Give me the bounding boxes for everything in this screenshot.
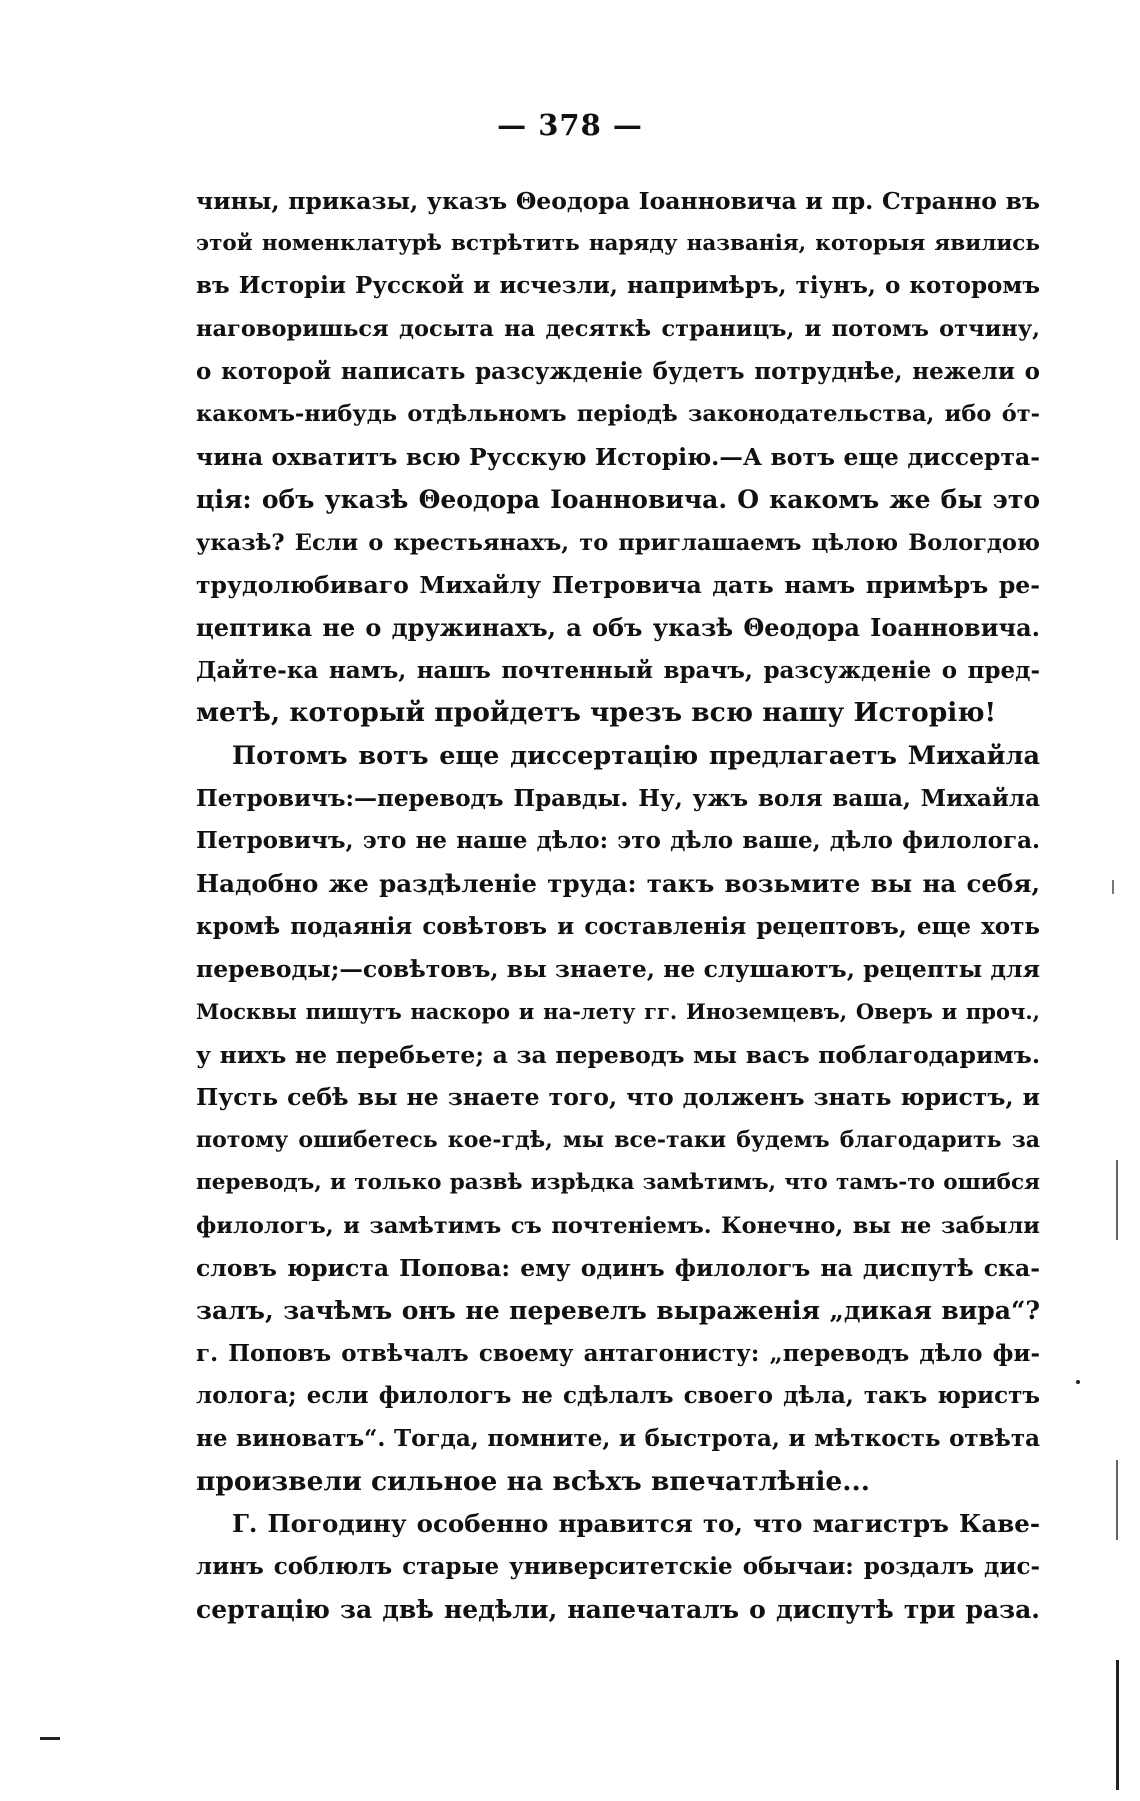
text-line: произвели сильное на всѣхъ впечатлѣніе...	[196, 1465, 870, 1497]
text-line: въ Исторіи Русской и исчезли, напримѣръ, тіунъ, о которомъ	[196, 272, 1040, 300]
text-line: чины, приказы, указъ Θеодора Іоанновича и пр. Странно въ	[196, 187, 1040, 215]
text-line: метѣ, который пройдетъ чрезъ всю нашу Исторію!	[196, 697, 997, 729]
text-line: лолога; если филологъ не сдѣлалъ своего дѣла, такъ юристъ	[196, 1382, 1040, 1410]
text-line: Потомъ вотъ еще диссертацію предлагаетъ Михайла	[232, 740, 1040, 771]
text-line: филологъ, и замѣтимъ съ почтеніемъ. Конечно, вы не забыли	[196, 1212, 1040, 1239]
text-line: потому ошибетесь кое-гдѣ, мы все-таки будемъ благодарить за	[196, 1127, 1040, 1154]
text-line: трудолюбиваго Михайлу Петровича дать намъ примѣръ ре-	[196, 571, 1040, 600]
text-line: какомъ-нибудь отдѣльномъ періодѣ законодательства, ибо óт-	[196, 401, 1040, 428]
text-line: г. Поповъ отвѣчалъ своему антагонисту: „переводъ дѣло фи-	[196, 1339, 1040, 1367]
text-line: не виноватъ“. Тогда, помните, и быстрота, и мѣткость отвѣта	[196, 1424, 1040, 1452]
scan-mark-bar	[1116, 1460, 1118, 1540]
scan-mark-bar	[1116, 1660, 1119, 1790]
text-line: переводы;—совѣтовъ, вы знаете, не слушаютъ, рецепты для	[196, 955, 1040, 984]
text-line: Г. Погодину особенно нравится то, что магистръ Кавe-	[232, 1509, 1040, 1539]
body-text	[196, 180, 1040, 1631]
text-line: словъ юриста Попова: ему одинъ филологъ на диспутѣ ска-	[196, 1254, 1040, 1283]
scan-mark-dash	[40, 1737, 60, 1740]
text-line: кромѣ подаянія совѣтовъ и составленія рецептовъ, еще хоть	[196, 912, 1040, 940]
scan-mark-tick	[1112, 880, 1114, 894]
text-line: цептика не о дружинахъ, а объ указѣ Θеодора Іоанновича.	[196, 612, 1040, 642]
text-line: наговоришься досыта на десяткѣ страницъ, и потомъ отчину,	[196, 316, 1040, 343]
text-line: чина охватитъ всю Русскую Исторію.—А вотъ еще диссерта-	[196, 443, 1040, 472]
text-line: ція: объ указѣ Θеодора Іоанновича. О какомъ же бы это	[196, 484, 1040, 514]
scan-mark-bar	[1116, 1160, 1118, 1240]
text-line: Москвы пишутъ наскоро и на-лету гг. Иноземцевъ, Оверъ и проч.,	[196, 999, 1040, 1025]
text-line: Петровичъ, это не наше дѣло: это дѣло ваше, дѣло филолога.	[196, 827, 1040, 855]
text-line: Петровичъ:—переводъ Правды. Ну, ужъ воля ваша, Михайла	[196, 784, 1040, 812]
text-line: залъ, зачѣмъ онъ не перевелъ выраженія „дикая вира“?	[196, 1295, 1040, 1325]
text-line: у нихъ не перебьете; а за переводъ мы васъ поблагодаримъ.	[196, 1040, 1040, 1069]
text-line: переводъ, и только развѣ изрѣдка замѣтимъ, что тамъ-то ошибся	[196, 1169, 1040, 1195]
text-line: Пусть себѣ вы не знаете того, что долженъ знать юристъ, и	[196, 1083, 1040, 1112]
text-line: о которой написать разсужденіе будетъ потруднѣе, нежели о	[196, 357, 1040, 385]
scan-mark-dot	[1076, 1380, 1080, 1384]
text-line: этой номенклатурѣ встрѣтить наряду названія, которыя явились	[196, 230, 1040, 256]
text-line: линъ соблюлъ старые университетскіе обычаи: роздалъ дис-	[196, 1553, 1040, 1580]
text-line: указѣ? Если о крестьянахъ, то приглашаемъ цѣлою Вологдою	[196, 529, 1040, 556]
text-line: сертацію за двѣ недѣли, напечаталъ о диспутѣ три раза.	[196, 1594, 1040, 1624]
text-line: Дайте-ка намъ, нашъ почтенный врачъ, разсужденіе о пред-	[196, 656, 1040, 684]
page-number: — 378 —	[497, 108, 643, 142]
text-line: Надобно же раздѣленіе труда: такъ возьмите вы на себя,	[196, 869, 1040, 898]
